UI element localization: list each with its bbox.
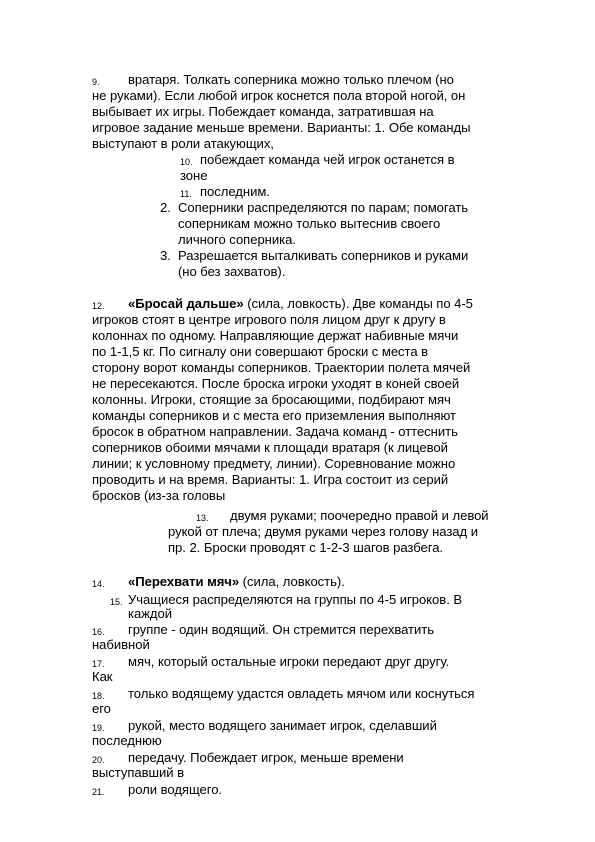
paragraph-line: роли водящего. [128,782,223,797]
list-number: 10. [180,157,193,167]
paragraph-line: колоннах по одному. Направляющие держат набивные мячи [92,328,459,343]
list-number: 21. [92,787,105,797]
paragraph-line: не руками). Если любой игрок коснется пола второй ногой, он [92,88,466,103]
paragraph-line: выбывает их игры. Побеждает команда, затратившая на [92,104,434,119]
list-number: 15. [110,597,123,607]
paragraph-line: вратаря. Толкать соперника можно только плечом (но [128,72,454,87]
list-number: 12. [92,301,105,311]
paragraph-line: Как [92,669,113,684]
paragraph-line: последнюю [92,733,162,748]
paragraph-line: каждой [128,606,172,621]
list-item-line: зоне [180,168,208,183]
list-item-line: личного соперника. [178,232,296,247]
list-number: 14. [92,579,105,589]
list-number: 9. [92,77,100,87]
paragraph-line: сторону ворот команды соперников. Траектории полета мячей [92,360,471,375]
paragraph-line: группе - один водящий. Он стремится перехватить [128,622,434,637]
game-title-rest: (сила, ловкость). Две команды по 4-5 [243,296,473,311]
list-number: 20. [92,755,105,765]
paragraph-line: по 1-1,5 кг. По сигналу они совершают броски с места в [92,344,429,359]
paragraph-line: не пересекаются. После броска игроки уходят в коней своей [92,376,460,391]
paragraph-line: линии; к условному предмету, линии). Соревнование можно [92,456,456,471]
paragraph-line: выступавший в [92,765,185,780]
list-item-line: пр. 2. Броски проводят с 1-2-3 шагов разбега. [168,540,444,555]
game-title-rest: (сила, ловкость). [239,574,345,589]
list-item-line: (но без захватов). [178,264,286,279]
paragraph-line: бросок в обратном направлении. Задача команд - оттеснить [92,424,458,439]
list-item-line: последним. [200,184,270,199]
paragraph-line: передачу. Побеждает игрок, меньше времени [128,750,404,765]
paragraph-line: игровое задание меньше времени. Варианты: 1. Обе команды [92,120,471,135]
paragraph-line: мяч, который остальные игроки передают друг другу. [128,654,450,669]
paragraph-line: колонны. Игроки, стоящие за бросающими, подбирают мяч [92,392,451,407]
list-number: 2. [160,200,171,215]
list-item-line: соперникам можно только вытеснив своего [178,216,441,231]
list-item-line: рукой от плеча; двумя руками через голову назад и [168,524,478,539]
paragraph-line: проводить и на время. Варианты: 1. Игра состоит из серий [92,472,449,487]
list-number: 3. [160,248,171,263]
paragraph-line: только водящему удастся овладеть мячом или коснуться [128,686,475,701]
list-item-line: Соперники распределяются по парам; помогать [178,200,469,215]
game-title: «Бросай дальше» [128,296,244,311]
paragraph-line: рукой, место водящего занимает игрок, сделавший [128,718,437,733]
paragraph-line: набивной [92,637,150,652]
paragraph-line: команды соперников и с места его приземления выполняют [92,408,456,423]
list-item-line: побеждает команда чей игрок останется в [200,152,455,167]
paragraph-line: Учащиеся распределяются на группы по 4-5 игроков. В [128,592,463,607]
list-number: 11. [180,189,192,199]
list-item-line: двумя руками; поочередно правой и левой [230,508,489,523]
paragraph-line: его [92,701,111,716]
list-number: 18. [92,691,105,701]
paragraph-line: игроков стоят в центре игрового поля лицом друг к другу в [92,312,446,327]
list-number: 19. [92,723,105,733]
paragraph-line: выступают в роли атакующих, [92,136,274,151]
list-number: 13. [196,513,209,523]
game-heading-line [128,296,473,312]
list-number: 16. [92,627,105,637]
game-heading-line [128,574,345,590]
paragraph-line: бросков (из-за головы [92,488,226,503]
game-title: «Перехвати мяч» [128,574,240,589]
paragraph-line: соперников обоими мячами к площади вратаря (к лицевой [92,440,448,455]
list-number: 17. [92,659,105,669]
list-item-line: Разрешается выталкивать соперников и руками [178,248,469,263]
